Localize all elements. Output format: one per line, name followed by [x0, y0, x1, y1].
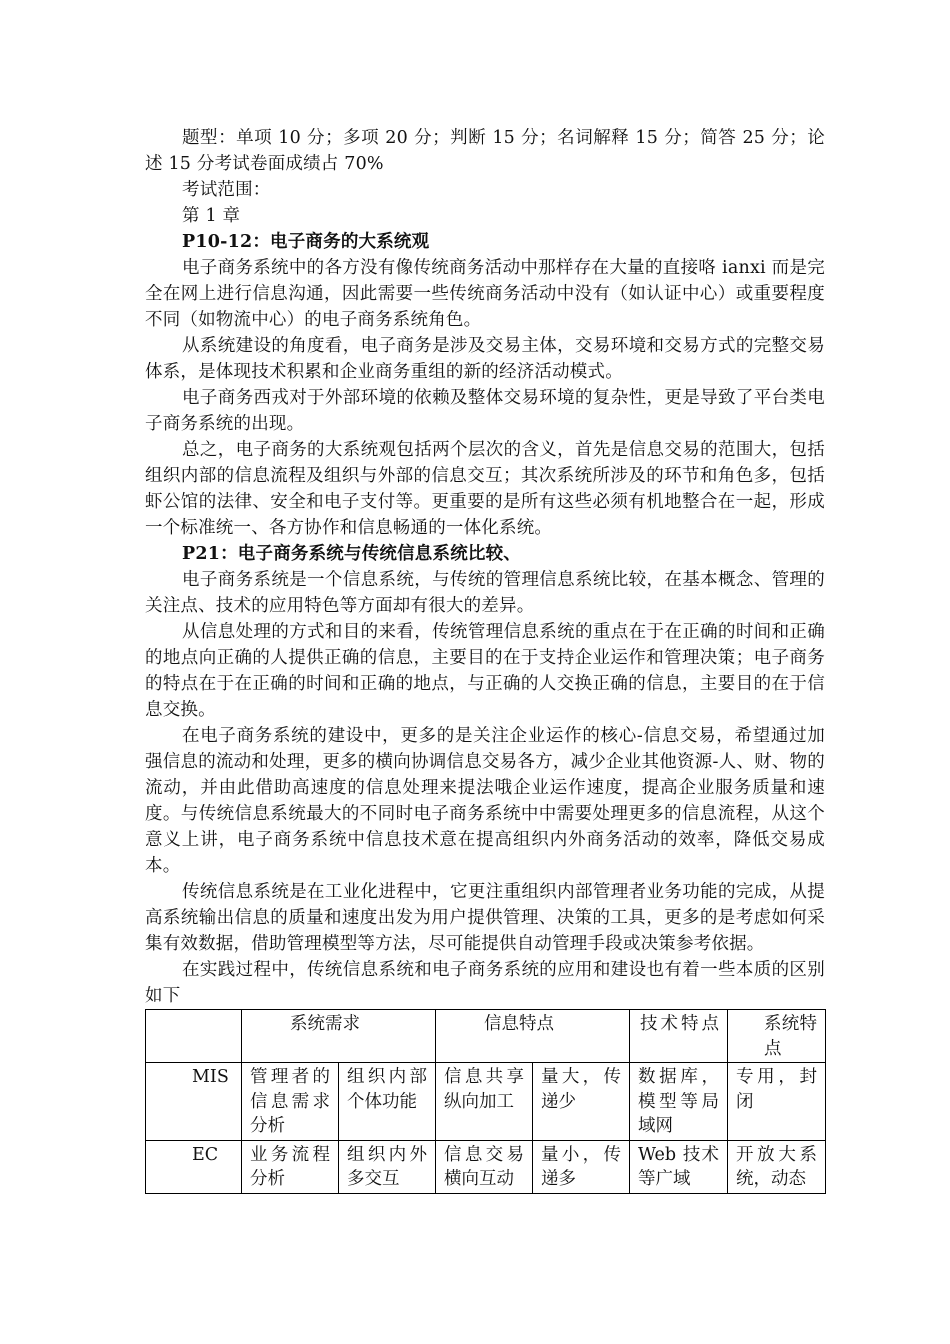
comparison-table: [145, 1009, 826, 1194]
table-header-cell: 系统需求: [242, 1010, 436, 1063]
table-cell: 量大，传递少: [533, 1063, 630, 1141]
table-cell: 业务流程分析: [242, 1140, 339, 1193]
chapter-label: 第 1 章: [182, 206, 241, 226]
exam-scope-label: 考试范围：: [182, 180, 271, 200]
section-heading-2: P21：电子商务系统与传统信息系统比较、: [182, 544, 522, 564]
body-paragraph: 电子商务西戎对于外部环境的依赖及整体交易环境的复杂性，更是导致了平台类电子商务系统的出现。: [145, 388, 825, 434]
table-cell: 数据库，模型等局域网: [630, 1063, 728, 1141]
table-header-cell: [146, 1010, 242, 1063]
body-paragraph: 传统信息系统是在工业化进程中，它更注重组织内部管理者业务功能的完成，从提高系统输出信息的质量和速度出发为用户提供管理、决策的工具，更多的是考虑如何采集有效数据，借助管理模型等方法，尽可能提供自动管理手段或决策参考依据。: [145, 882, 825, 954]
table-cell: 组织内部个体功能: [339, 1063, 436, 1141]
body-paragraph: 电子商务系统是一个信息系统，与传统的管理信息系统比较，在基本概念、管理的关注点、技术的应用特色等方面却有很大的差异。: [145, 570, 825, 616]
body-paragraph: 在电子商务系统的建设中，更多的是关注企业运作的核心-信息交易，希望通过加强信息的流动和处理，更多的横向协调信息交易各方，减少企业其他资源-人、财、物的流动，并由此借助高速度的信息处理来提法哦企业运作速度，提高企业服务质量和速度。与传统信息系统最大的不同时电子商务系统中中需要处理更多的信息流程，从这个意义上讲，电子商务系统中信息技术意在提高组织内外商务活动的效率，降低交易成本。: [145, 726, 825, 876]
table-row-label: EC: [146, 1140, 242, 1193]
table-cell: 组织内外多交互: [339, 1140, 436, 1193]
table-cell: Web 技术等广域: [630, 1140, 728, 1193]
body-paragraph: 在实践过程中，传统信息系统和电子商务系统的应用和建设也有着一些本质的区别如下: [145, 960, 825, 1006]
section-heading-1: P10-12：电子商务的大系统观: [182, 232, 430, 252]
table-cell: 专用，封闭: [728, 1063, 826, 1141]
body-paragraph: 从信息处理的方式和目的来看，传统管理信息系统的重点在于在正确的时间和正确的地点向正确的人提供正确的信息，主要目的在于支持企业运作和管理决策；电子商务的特点在于在正确的时间和正确的地点，与正确的人交换正确的信息，主要目的在于信息交换。: [145, 622, 825, 720]
table-cell: 量小，传递多: [533, 1140, 630, 1193]
table-header-row: [146, 1010, 826, 1063]
table-row: [146, 1140, 826, 1193]
table-header-cell: 技术特点: [630, 1010, 728, 1063]
table-header-cell: 系统特点: [728, 1010, 826, 1063]
document-page: [145, 125, 825, 1194]
table-row-label: MIS: [146, 1063, 242, 1141]
body-paragraph: 电子商务系统中的各方没有像传统商务活动中那样存在大量的直接咯 ianxi 而是完全在网上进行信息沟通，因此需要一些传统商务活动中没有（如认证中心）或重要程度不同（如物流中心）的电子商务系统角色。: [145, 258, 825, 330]
table-cell: 信息共享纵向加工: [436, 1063, 533, 1141]
exam-format-paragraph: 题型：单项 10 分；多项 20 分；判断 15 分；名词解释 15 分；简答 25 分；论述 15 分考试卷面成绩占 70%: [145, 128, 825, 174]
table-cell: 开放大系统，动态: [728, 1140, 826, 1193]
table-cell: 管理者的信息需求分析: [242, 1063, 339, 1141]
table-header-cell: 信息特点: [436, 1010, 630, 1063]
table-row: [146, 1063, 826, 1141]
body-paragraph: 总之，电子商务的大系统观包括两个层次的含义，首先是信息交易的范围大，包括组织内部的信息流程及组织与外部的信息交互；其次系统所涉及的环节和角色多，包括虾公馆的法律、安全和电子支付等。更重要的是所有这些必须有机地整合在一起，形成一个标准统一、各方协作和信息畅通的一体化系统。: [145, 440, 825, 538]
body-paragraph: 从系统建设的角度看，电子商务是涉及交易主体，交易环境和交易方式的完整交易体系，是体现技术积累和企业商务重组的新的经济活动模式。: [145, 336, 825, 382]
table-cell: 信息交易横向互动: [436, 1140, 533, 1193]
